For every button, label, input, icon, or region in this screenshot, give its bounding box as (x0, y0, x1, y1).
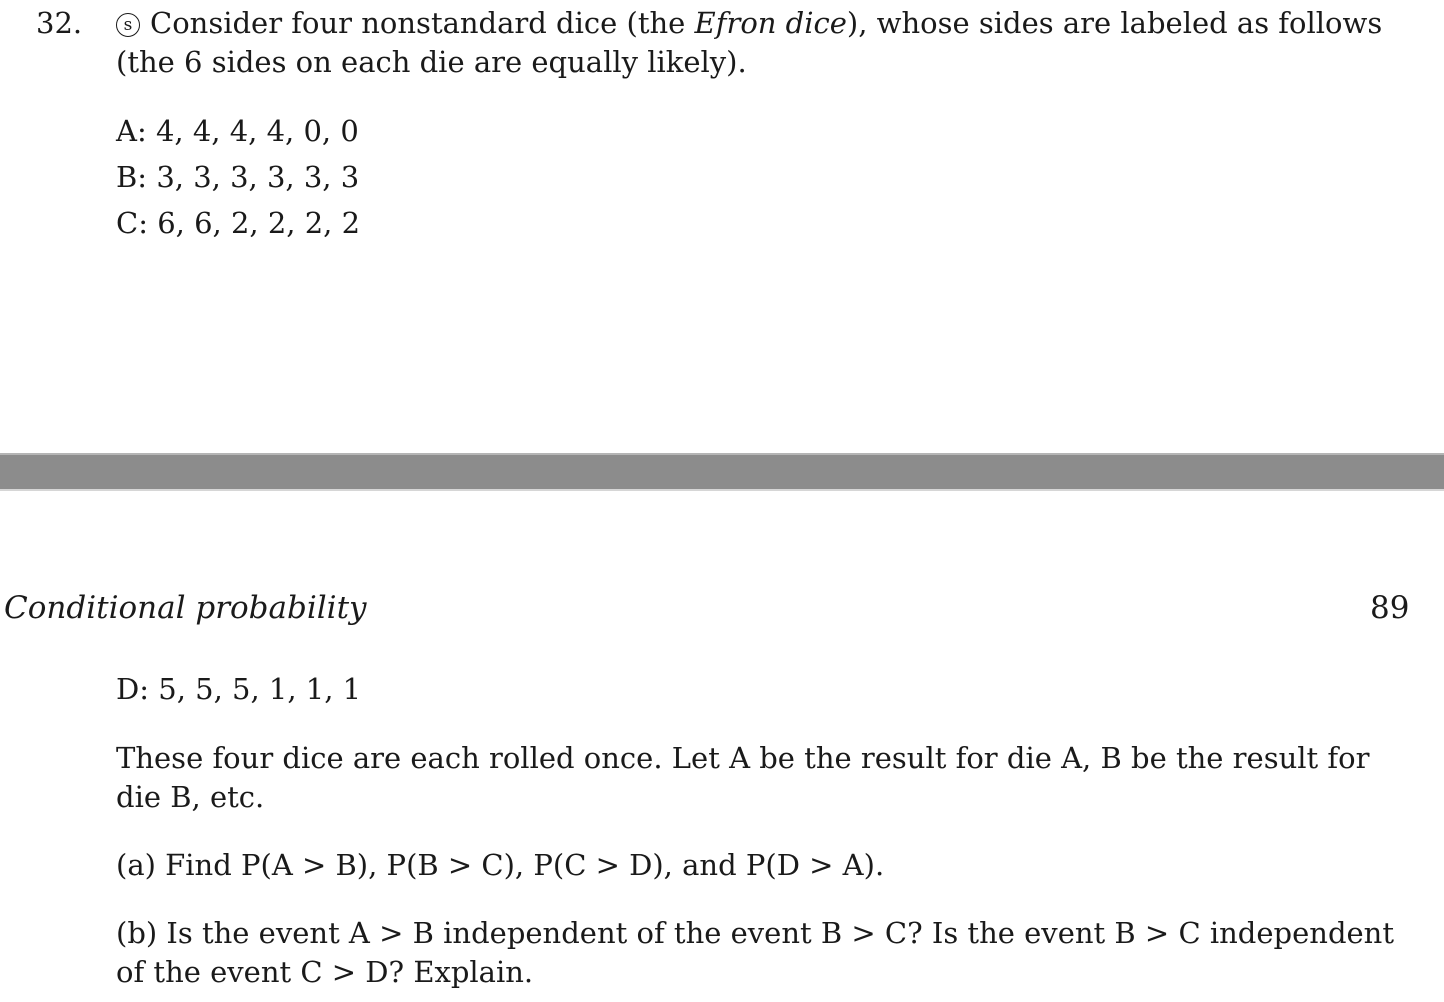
paragraph-line-2: die B, etc. (116, 780, 265, 814)
paragraph-line-1: These four dice are each rolled once. Let A be the result for die A, B be the result for (116, 741, 1370, 775)
die-label: A: (116, 114, 147, 148)
die-label: B: (116, 160, 148, 194)
die-values: 3, 3, 3, 3, 3, 3 (156, 160, 360, 194)
die-b-faces (116, 158, 359, 197)
running-head: Conditional probability (4, 590, 367, 626)
die-values: 6, 6, 2, 2, 2, 2 (157, 206, 361, 240)
question-part-b-line-1: (b) Is the event A > B independent of the event B > C? Is the event B > C independent (116, 916, 1394, 950)
statement-text-pre: Consider four nonstandard dice (the (150, 6, 695, 40)
question-part-a: (a) Find P(A > B), P(B > C), P(C > D), and P(D > A). (116, 848, 885, 882)
page-number: 89 (1370, 590, 1410, 626)
problem-number: 32. (36, 6, 83, 40)
die-a-faces (116, 112, 359, 151)
die-label: C: (116, 206, 148, 240)
statement-emphasis: Efron dice (694, 6, 847, 40)
problem-statement-line-1 (116, 4, 1382, 43)
die-values: 5, 5, 5, 1, 1, 1 (158, 672, 362, 706)
statement-text-post: ), whose sides are labeled as follows (846, 6, 1383, 40)
die-d-faces (116, 670, 361, 709)
page-break-divider (0, 453, 1444, 491)
die-c-faces (116, 204, 360, 243)
die-values: 4, 4, 4, 4, 0, 0 (155, 114, 359, 148)
question-part-b-line-2: of the event C > D? Explain. (116, 955, 534, 989)
solution-marker-icon: s (116, 13, 140, 37)
problem-statement-line-2: (the 6 sides on each die are equally likely). (116, 45, 747, 79)
die-label: D: (116, 672, 150, 706)
